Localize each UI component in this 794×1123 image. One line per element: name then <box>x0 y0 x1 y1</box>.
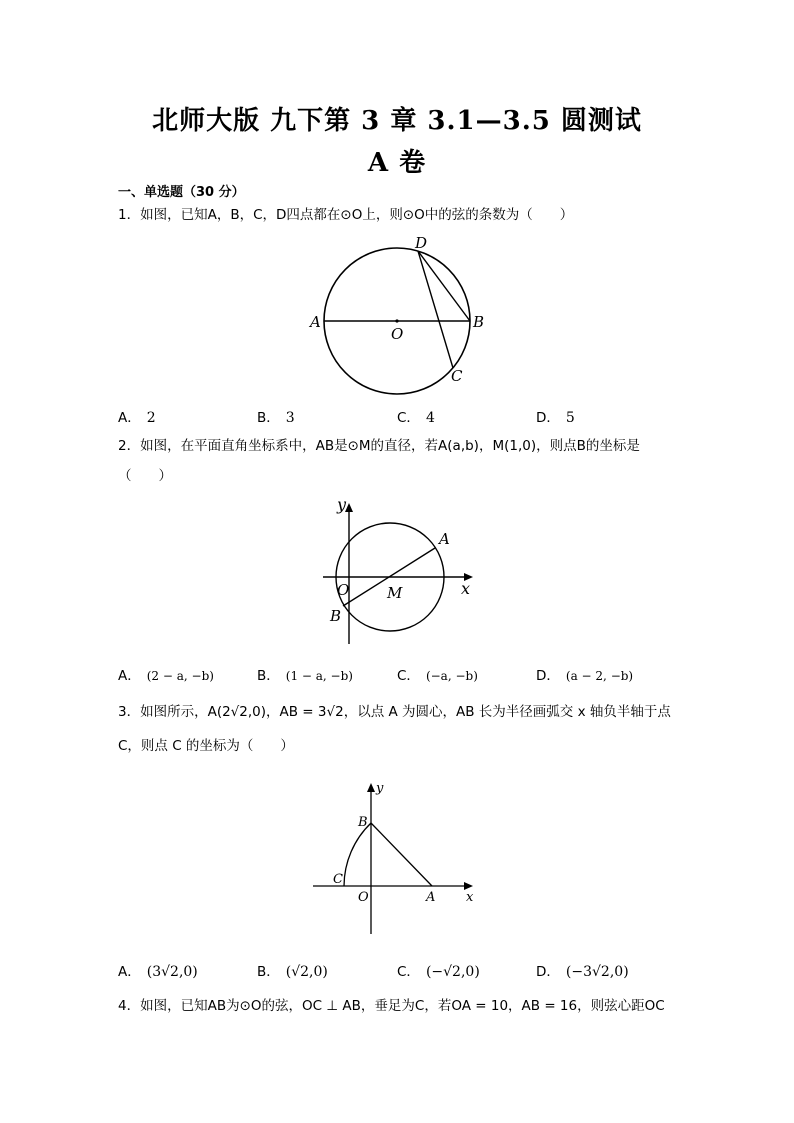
label-o: O <box>391 325 404 343</box>
question-3 <box>118 702 671 722</box>
y-axis-arrow <box>367 783 375 792</box>
q1-option-a[interactable]: A． 2 <box>118 410 156 426</box>
question-2-line2: （ ） <box>118 468 172 484</box>
q2-coordinate-figure <box>315 494 485 654</box>
label-c: C <box>451 367 463 385</box>
center-point <box>395 319 398 322</box>
question-text: 如图，已知A，B，C，D四点都在⊙O上，则⊙O中的弦的条数为（ ） <box>140 207 574 223</box>
question-4 <box>118 996 665 1016</box>
q1-option-d[interactable]: D． 5 <box>536 410 575 426</box>
label-y: y <box>337 495 347 514</box>
q3-option-c[interactable]: C． (−√2,0) <box>397 964 480 980</box>
question-text: 如图，已知AB为⊙O的弦，OC ⊥ AB，垂足为C，若OA = 10，AB = 16，则弦心距OC <box>140 998 665 1014</box>
label-d: D <box>415 234 428 252</box>
label-b: B <box>473 313 485 331</box>
question-number: 2． <box>118 438 141 454</box>
page-title: 北师大版 九下第 3 章 3.1—3.5 圆测试 <box>152 106 642 136</box>
question-2 <box>118 436 640 456</box>
page-subtitle: A 卷 <box>367 148 427 178</box>
label-o: O <box>358 890 369 905</box>
q1-circle-figure <box>300 226 500 401</box>
question-1 <box>118 205 573 225</box>
arc-bc <box>344 823 371 886</box>
label-a: A <box>439 530 450 548</box>
label-c: C <box>333 872 343 887</box>
chord-db <box>418 251 470 321</box>
label-a: A <box>310 313 321 331</box>
label-m: M <box>387 584 403 602</box>
segment-ab <box>371 823 432 886</box>
label-b: B <box>358 815 368 830</box>
question-number: 1． <box>118 207 141 223</box>
label-y: y <box>376 781 384 796</box>
question-3-line2: C，则点 C 的坐标为（ ） <box>118 738 294 754</box>
question-text: 如图所示，A(2√2,0)，AB = 3√2，以点 A 为圆心，AB 长为半径画弧交 x 轴负半轴于点 <box>140 704 671 720</box>
q3-option-a[interactable]: A． (3√2,0) <box>118 964 198 980</box>
question-text: 如图，在平面直角坐标系中，AB是⊙M的直径，若A(a,b)，M(1,0)，则点B的坐标是 <box>140 438 640 454</box>
label-x: x <box>461 579 471 598</box>
q1-option-c[interactable]: C． 4 <box>397 410 435 426</box>
q1-option-b[interactable]: B． 3 <box>257 410 295 426</box>
q3-option-b[interactable]: B． (√2,0) <box>257 964 328 980</box>
q3-option-d[interactable]: D． (−3√2,0) <box>536 964 629 980</box>
x-axis-arrow <box>464 882 473 890</box>
q3-arc-figure <box>305 776 485 938</box>
section-heading: 一、单选题（30 分） <box>118 185 245 200</box>
question-number: 4． <box>118 998 141 1014</box>
q2-option-d[interactable]: D． (a − 2, −b) <box>536 668 634 684</box>
label-b: B <box>330 607 342 625</box>
label-a: A <box>426 890 436 905</box>
q2-option-a[interactable]: A． (2 − a, −b) <box>118 668 214 684</box>
y-axis-arrow <box>345 503 353 512</box>
q2-option-b[interactable]: B． (1 − a, −b) <box>257 668 353 684</box>
label-x: x <box>466 890 474 905</box>
q2-option-c[interactable]: C． (−a, −b) <box>397 668 478 684</box>
label-o: O <box>337 581 350 599</box>
question-number: 3． <box>118 704 141 720</box>
